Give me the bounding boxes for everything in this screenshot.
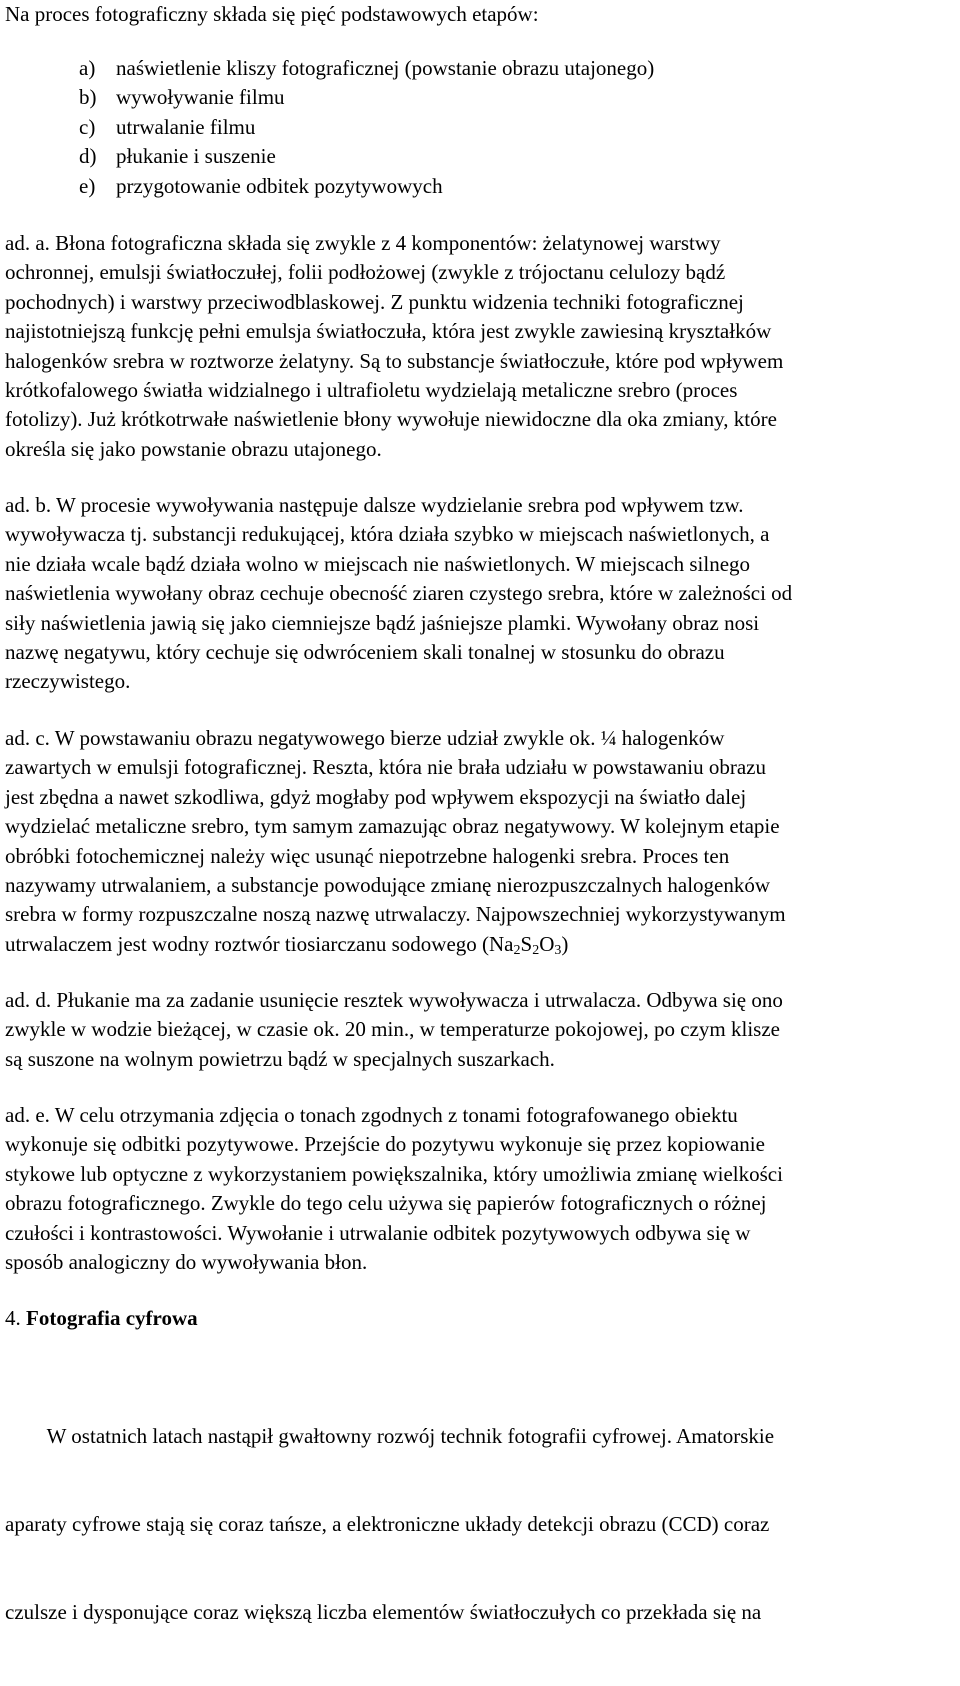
text-line: stykowe lub optyczne z wykorzystaniem powiększalnika, który umożliwia zmianę wielkości <box>5 1161 783 1186</box>
list-item-text: płukanie i suszenie <box>116 144 276 169</box>
text-line: czułości i kontrastowości. Wywołanie i utrwalanie odbitek pozytywowych odbywa się w <box>5 1220 751 1245</box>
paragraph-f <box>5 1363 955 1686</box>
paragraph-b <box>5 491 955 697</box>
text-line: krótkofalowego światła widzialnego i ultrafioletu wydzielają metaliczne srebro (proces <box>5 377 738 402</box>
text-line: srebra w formy rozpuszczalne noszą nazwę utrwalaczy. Najpowszechniej wykorzystywanym <box>5 902 786 927</box>
list-item-text: utrwalanie filmu <box>116 114 256 139</box>
text-line: jest zbędna a nawet szkodliwa, gdyż mogłaby pod wpływem ekspozycji na światło dalej <box>5 784 747 809</box>
chemical-formula-line <box>5 930 955 959</box>
list-item-text: wywoływanie filmu <box>116 85 285 110</box>
intro-text: Na proces fotograficzny składa się pięć podstawowych etapów: <box>5 2 539 26</box>
list-item <box>79 83 654 112</box>
text-line: halogenków srebra w roztworze żelatyny. Są to substancje światłoczułe, które pod wpływem <box>5 348 784 373</box>
list-marker: a) <box>79 56 96 80</box>
text-line: nazywamy utrwalaniem, a substancje powodujące zmianę nierozpuszczalnych halogenków <box>5 872 771 897</box>
text-line: rzeczywistego. <box>5 669 131 694</box>
paragraph-d <box>5 986 955 1074</box>
text-line: ochronnej, emulsji światłoczułej, folii podłożowej (zwykle z trójoctanu celulozy bądź <box>5 260 726 285</box>
steps-list <box>79 54 654 201</box>
list-item <box>79 113 654 142</box>
section-number: 4. <box>5 1306 21 1330</box>
text-line: W ostatnich latach nastąpił gwałtowny rozwój technik fotografii cyfrowej. Amatorskie <box>5 1423 775 1448</box>
text-line: ad. d. Płukanie ma za zadanie usunięcie resztek wywoływacza i utrwalacza. Odbywa się ono <box>5 988 783 1012</box>
text-line: ad. a. Błona fotograficzna składa się zwykle z 4 komponentów: żelatynowej warstwy <box>5 231 721 255</box>
text-fragment: O <box>539 931 555 956</box>
text-line: obróbki fotochemicznej należy więc usunąć niepotrzebne halogenki srebra. Proces ten <box>5 843 730 868</box>
list-marker: e) <box>79 173 96 198</box>
text-line: sposób analogiczny do wywoływania błon. <box>5 1249 368 1274</box>
subscript: 2 <box>513 942 521 958</box>
text-line: ad. c. W powstawaniu obrazu negatywowego bierze udział zwykle ok. ¼ halogenków <box>5 726 725 750</box>
text-line: nie działa wcale bądź działa wolno w miejscach nie naświetlonych. W miejscach silnego <box>5 551 751 576</box>
text-line: wywoływacza tj. substancji redukującej, która działa szybko w miejscach naświetlonych, a <box>5 522 770 547</box>
text-line: aparaty cyfrowe stają się coraz tańsze, a elektroniczne układy detekcji obrazu (CCD) coraz <box>5 1512 770 1537</box>
section-heading <box>5 1304 198 1333</box>
text-line: wykonuje się odbitki pozytywowe. Przejście do pozytywu wykonuje się przez kopiowanie <box>5 1132 765 1157</box>
text-line: fotolizy). Już krótkotrwałe naświetlenie błony wywołuje niewidoczne dla oka zmiany, które <box>5 407 777 432</box>
text-line: określa się jako powstanie obrazu utajonego. <box>5 436 382 461</box>
text-fragment: utrwalaczem jest wodny roztwór tiosiarczanu sodowego (Na <box>5 931 514 956</box>
text-fragment: S <box>520 931 533 956</box>
paragraph-c <box>5 724 955 959</box>
text-line: naświetlenia wywołany obraz cechuje obecność ziaren czystego srebra, które w zależności od <box>5 581 793 606</box>
list-item <box>79 142 654 171</box>
paragraph-a <box>5 229 955 464</box>
list-marker: c) <box>79 114 96 139</box>
list-item-text: przygotowanie odbitek pozytywowych <box>116 173 443 198</box>
text-line: pochodnych) i warstwy przeciwodblaskowej. Z punktu widzenia techniki fotograficznej <box>5 289 744 314</box>
list-item <box>79 172 654 201</box>
text-line: najistotniejszą funkcję pełni emulsja światłoczuła, która jest zwykle zawiesiną kryształków <box>5 319 772 344</box>
text-fragment: ) <box>561 931 569 956</box>
section-title: Fotografia cyfrowa <box>26 1306 198 1330</box>
list-item <box>79 54 654 83</box>
text-line: zwykle w wodzie bieżącej, w czasie ok. 20 min., w temperaturze pokojowej, po czym klisze <box>5 1017 780 1042</box>
text-line: czulsze i dysponujące coraz większą liczba elementów światłoczułych co przekłada się na <box>5 1600 762 1625</box>
list-marker: d) <box>79 144 97 169</box>
subscript: 3 <box>554 942 562 958</box>
text-line: zawartych w emulsji fotograficznej. Reszta, która nie brała udziału w powstawaniu obrazu <box>5 755 766 780</box>
text-line: ad. e. W celu otrzymania zdjęcia o tonach zgodnych z tonami fotografowanego obiektu <box>5 1103 738 1127</box>
text-line: ad. b. W procesie wywoływania następuje dalsze wydzielanie srebra pod wpływem tzw. <box>5 493 744 517</box>
list-item-text: naświetlenie kliszy fotograficznej (powstanie obrazu utajonego) <box>116 56 655 80</box>
text-line: obrazu fotograficznego. Zwykle do tego celu używa się papierów fotograficznych o różnej <box>5 1191 767 1216</box>
text-line: nazwę negatywu, który cechuje się odwróceniem skali tonalnej w stosunku do obrazu <box>5 639 725 664</box>
list-marker: b) <box>79 85 97 110</box>
subscript: 2 <box>532 942 540 958</box>
paragraph-e <box>5 1101 955 1277</box>
text-line: są suszone na wolnym powietrzu bądź w specjalnych suszarkach. <box>5 1046 555 1071</box>
text-line: wydzielać metaliczne srebro, tym samym zamazując obraz negatywowy. W kolejnym etapie <box>5 814 780 839</box>
text-line: siły naświetlenia jawią się jako ciemniejsze bądź jaśniejsze plamki. Wywołany obraz nosi <box>5 610 760 635</box>
